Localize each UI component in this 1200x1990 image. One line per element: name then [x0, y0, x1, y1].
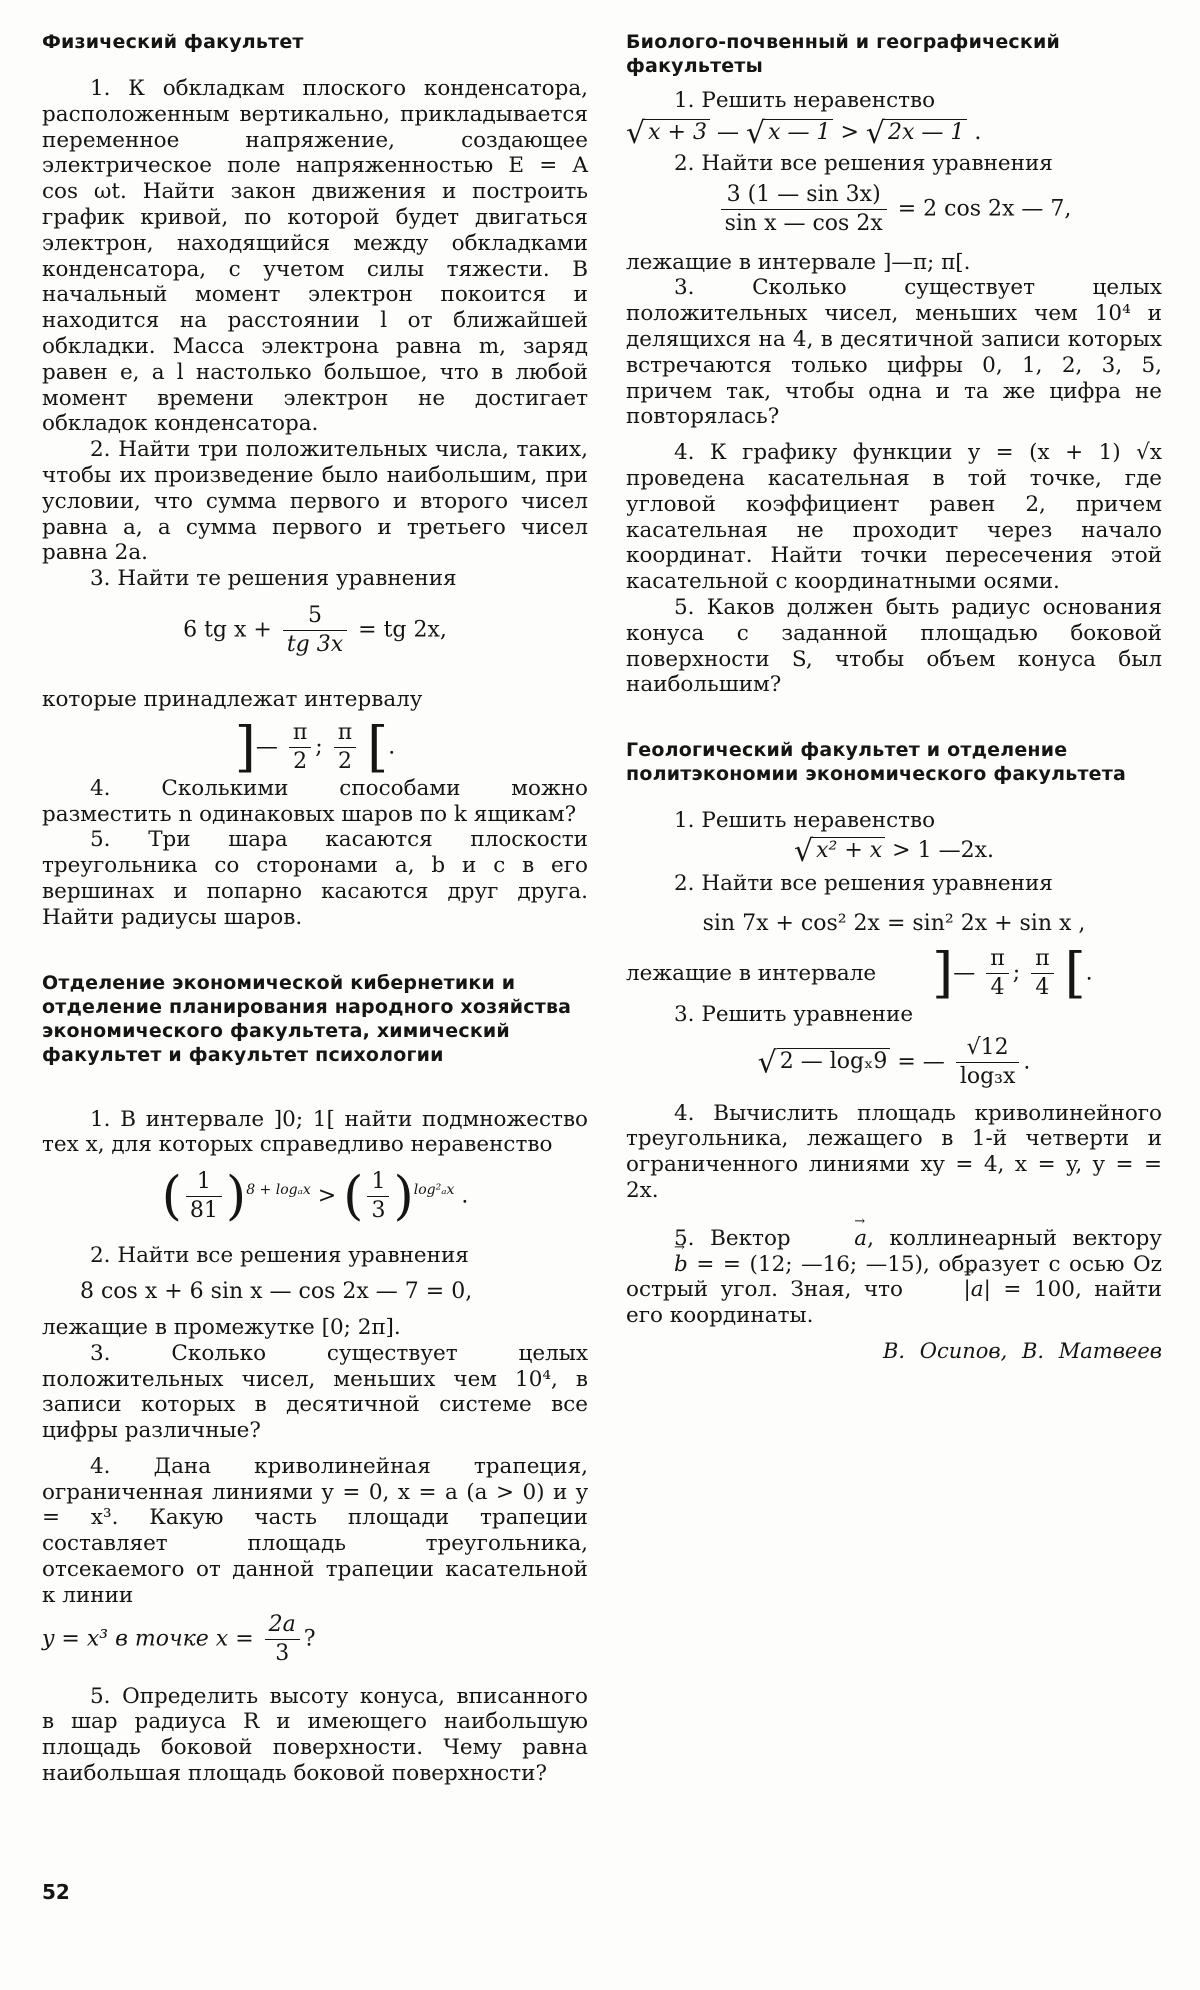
fraction-numerator: 5 [283, 602, 347, 631]
econ-problem-2-after: лежащие в промежутке [0; 2π]. [42, 1314, 401, 1340]
page-number: 52 [42, 1880, 70, 1904]
geo-problem-2: 2. Найти все решения уравнения [674, 870, 1053, 896]
right-column [626, 30, 1162, 1363]
section-title-geology: Геологический факультет и отделение политэкономии экономического факультета [626, 739, 1126, 786]
physics-problem-3-formula: 6 tg x + $\frac{5}{tg 3x}$ = tg 2x, [183, 602, 447, 657]
bio-problem-3: 3. Сколько существует целых положительных чисел, меньших чем 10⁴ и делящихся на 4, в десятичной записи которых встречаются только цифры 0, 1, 2, 3, 5, причем так, чтобы одна и та же цифра не повторялась? [626, 275, 1162, 430]
left-column [42, 30, 588, 1787]
geo-problem-1-formula: √ x² + x > 1 —2x. [793, 833, 994, 869]
bio-problem-1: 1. Решить неравенство [674, 88, 936, 113]
econ-problem-1: 1. В интервале ]0; 1[ найти подмножество тех x, для которых справедливо неравенство [42, 1106, 588, 1158]
bio-problem-1-formula: √ x + 3 — √ x — 1 > √ 2x — 1 . [626, 115, 982, 151]
econ-problem-4-formula: y = x³ в точке x = $\frac{2a}{3}$ ? [42, 1611, 316, 1666]
authors-signature: В. Осипов, В. Матвеев [882, 1338, 1162, 1363]
section-title-economics: Отделение экономической кибернетики и отделение планирования народного хозяйства экономического факультета, химический факультет и факультет психологии [42, 971, 572, 1066]
vector-a: → a [806, 1226, 867, 1252]
econ-problem-1-formula: ( $\frac{1}{81}$ )$^{8 + log_ax}$ > ( $\frac{1}{3}$ )$^{log^2_ax}$ . [161, 1166, 469, 1227]
physics-problem-3-interval: ]— $\frac{\pi}{2}$ ; $\frac{\pi}{2}$ [. [234, 715, 396, 779]
bio-problem-2: 2. Найти все решения уравнения [674, 150, 1053, 176]
physics-problem-5: 5. Три шара касаются плоскости треугольника со сторонами a, b и c в его вершинах и попарно касаются друг друга. Найти радиусы шаров. [42, 827, 588, 930]
physics-problem-3-after: которые принадлежат интервалу [42, 686, 423, 712]
geo-problem-2-formula: sin 7x + cos² 2x = sin² 2x + sin x , [702, 910, 1086, 936]
geo-problem-3-formula: √ 2 — logₓ9 = — $\frac{√12}{\text{log₃x}}$ . [757, 1034, 1031, 1089]
fraction-denominator: tg 3x [286, 631, 344, 657]
geo-problem-2-interval-row: лежащие в интервале ]— $\frac{\pi}{4}$ ; $\frac{\pi}{4}$ [. [626, 941, 1093, 1005]
physics-problem-3: 3. Найти те решения уравнения [90, 566, 457, 592]
section-title-biology: Биолого-почвенный и географический факультеты [626, 31, 1061, 77]
section-title-physics: Физический факультет [42, 31, 304, 53]
physics-problem-1: 1. К обкладкам плоского конденсатора, расположенным вертикально, прикладывается переменное напряжение, создающее электрическое поле напряженностью E = A cos ωt. Найти закон движения и построить график кривой, по которой будет двигаться электрон, находящийся между обкладками конденсатора, с учетом силы тяжести. В начальный момент электрон покоится и находится на расстоянии l от ближайшей обкладки. Масса электрона равна m, заряд равен e, а l настолько большое, что в любой момент времени электрон не достигает обкладок конденсатора. [42, 76, 588, 437]
geo-problem-1: 1. Решить неравенство [674, 808, 936, 834]
bio-problem-2-after: лежащие в интервале ]—π; π[. [626, 249, 971, 275]
bio-problem-4: 4. К графику функции y = (x + 1) √x проведена касательная в той точке, где угловой коэффициент равен 2, причем касательная не проходит через начало координат. Найти точки пересечения этой касательной с координатными осями. [626, 440, 1162, 595]
econ-problem-2: 2. Найти все решения уравнения [90, 1243, 469, 1269]
bio-problem-2-formula: $\frac{3 (1 — \sin 3x)}{\text{sin x — cos 2x}}$ = 2 cos 2x — 7, [626, 181, 1162, 238]
geo-problem-5: 5. Вектор → a, коллинеарный вектору → b = = (12; —16; —15), образует с осью Oz острый угол. Зная, что → |a| = 100, найти его координаты. [626, 1226, 1162, 1329]
vector-a-abs: → |a| [916, 1277, 991, 1303]
econ-problem-2-formula: 8 cos x + 6 sin x — cos 2x — 7 = 0, [80, 1278, 473, 1304]
physics-problem-2: 2. Найти три положительных числа, таких, чтобы их произведение было наибольшим, при условии, что сумма первого и второго чисел равна a, а сумма первого и третьего чисел равна 2a. [42, 437, 588, 566]
econ-problem-4: 4. Дана криволинейная трапеция, ограниченная линиями y = 0, x = a (a > 0) и y = x³. Какую часть площади трапеции составляет площадь треугольника, отсекаемого от данной трапеции касательной к линии [42, 1453, 588, 1608]
physics-problem-4: 4. Сколькими способами можно разместить n одинаковых шаров по k ящикам? [42, 775, 588, 827]
geo-problem-3: 3. Решить уравнение [674, 1001, 914, 1027]
bio-problem-5: 5. Каков должен быть радиус основания конуса с заданной площадью боковой поверхности S, чтобы объем конуса был наибольшим? [626, 594, 1162, 698]
econ-problem-5: 5. Определить высоту конуса, вписанного в шар радиуса R и имеющего наибольшую площадь боковой поверхности. Чему равна наибольшая площадь боковой поверхности? [42, 1683, 588, 1787]
vector-b: → b [626, 1252, 688, 1278]
econ-problem-3: 3. Сколько существует целых положительных чисел, меньших чем 10⁴, в записи которых в десятичной системе все цифры различные? [42, 1340, 588, 1444]
geo-problem-4: 4. Вычислить площадь криволинейного треугольника, лежащего в 1-й четверти и ограниченного линиями xy = 4, x = y, y = = 2x. [626, 1100, 1162, 1203]
